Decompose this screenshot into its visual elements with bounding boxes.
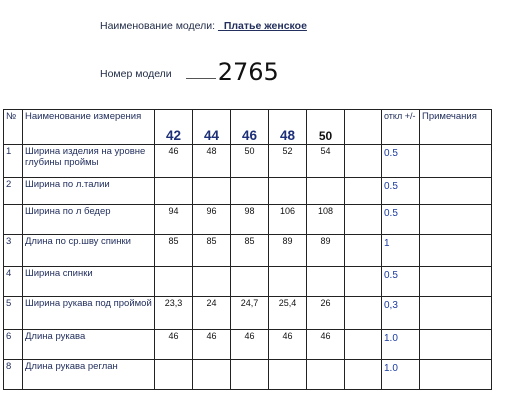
row-value-48 xyxy=(269,360,307,390)
row-value-46 xyxy=(231,178,269,205)
row-number: 2 xyxy=(4,178,23,205)
row-value-42: 94 xyxy=(155,205,193,235)
model-name-value: _Платье женское xyxy=(217,20,307,32)
measurement-table xyxy=(3,109,492,390)
row-deviation: 1 xyxy=(382,235,420,267)
row-empty xyxy=(345,267,382,297)
row-measurement-name: Ширина изделия на уровне глубины проймы xyxy=(23,145,155,178)
row-value-48 xyxy=(269,267,307,297)
row-measurement-name: Длина рукава реглан xyxy=(23,360,155,390)
row-notes xyxy=(420,145,492,178)
row-value-42: 46 xyxy=(155,330,193,360)
row-number: 6 xyxy=(4,330,23,360)
row-value-50 xyxy=(307,178,345,205)
row-value-42 xyxy=(155,360,193,390)
row-measurement-name: Длина по ср.шву спинки xyxy=(23,235,155,267)
header-size-42: 42 xyxy=(155,110,193,145)
row-number: 3 xyxy=(4,235,23,267)
row-value-50: 89 xyxy=(307,235,345,267)
model-number-line xyxy=(100,56,279,86)
row-deviation: 0.5 xyxy=(382,145,420,178)
header-deviation: откл +/- xyxy=(382,110,420,145)
row-value-48: 46 xyxy=(269,330,307,360)
table-row xyxy=(4,205,492,235)
row-measurement-name: Ширина по л.талии xyxy=(23,178,155,205)
row-notes xyxy=(420,205,492,235)
row-deviation: 1.0 xyxy=(382,360,420,390)
row-deviation: 0.5 xyxy=(382,178,420,205)
row-value-50: 108 xyxy=(307,205,345,235)
model-name-label: Наименование модели: xyxy=(100,20,216,32)
header-size-50: 50 xyxy=(307,110,345,145)
table-row xyxy=(4,145,492,178)
row-value-42 xyxy=(155,267,193,297)
table-row xyxy=(4,360,492,390)
row-value-48: 106 xyxy=(269,205,307,235)
header-num: № xyxy=(4,110,23,145)
row-value-46: 50 xyxy=(231,145,269,178)
row-empty xyxy=(345,178,382,205)
model-number-blank xyxy=(186,78,216,79)
row-empty xyxy=(345,360,382,390)
row-value-50 xyxy=(307,360,345,390)
row-empty xyxy=(345,205,382,235)
row-value-48: 52 xyxy=(269,145,307,178)
row-value-48 xyxy=(269,178,307,205)
row-value-44: 96 xyxy=(193,205,231,235)
row-notes xyxy=(420,235,492,267)
row-value-46: 46 xyxy=(231,330,269,360)
row-value-44 xyxy=(193,178,231,205)
row-value-44: 48 xyxy=(193,145,231,178)
row-value-46: 24,7 xyxy=(231,297,269,330)
row-measurement-name: Ширина спинки xyxy=(23,267,155,297)
row-value-42: 23,3 xyxy=(155,297,193,330)
row-value-44 xyxy=(193,267,231,297)
row-value-46 xyxy=(231,360,269,390)
row-measurement-name: Ширина по л бедер xyxy=(23,205,155,235)
row-notes xyxy=(420,178,492,205)
row-notes xyxy=(420,360,492,390)
row-value-46: 85 xyxy=(231,235,269,267)
row-value-42: 85 xyxy=(155,235,193,267)
row-measurement-name: Ширина рукава под проймой xyxy=(23,297,155,330)
row-deviation: 0,3 xyxy=(382,297,420,330)
row-value-42 xyxy=(155,178,193,205)
row-empty xyxy=(345,145,382,178)
row-value-50: 54 xyxy=(307,145,345,178)
table-row xyxy=(4,178,492,205)
table-header-row xyxy=(4,110,492,145)
model-number-value: 2765 xyxy=(217,58,279,86)
row-value-48: 25,4 xyxy=(269,297,307,330)
row-value-46 xyxy=(231,267,269,297)
row-empty xyxy=(345,330,382,360)
row-notes xyxy=(420,297,492,330)
header-size-44: 44 xyxy=(193,110,231,145)
row-empty xyxy=(345,235,382,267)
row-value-50: 46 xyxy=(307,330,345,360)
row-number: 4 xyxy=(4,267,23,297)
table-row xyxy=(4,330,492,360)
row-number: 1 xyxy=(4,145,23,178)
header-empty xyxy=(345,110,382,145)
row-value-44 xyxy=(193,360,231,390)
row-deviation: 0.5 xyxy=(382,205,420,235)
table-row xyxy=(4,235,492,267)
row-deviation: 0.5 xyxy=(382,267,420,297)
row-measurement-name: Длина рукава xyxy=(23,330,155,360)
row-value-50 xyxy=(307,267,345,297)
row-value-42: 46 xyxy=(155,145,193,178)
row-value-50: 26 xyxy=(307,297,345,330)
row-deviation: 1.0 xyxy=(382,330,420,360)
header-size-46: 46 xyxy=(231,110,269,145)
row-number: 5 xyxy=(4,297,23,330)
header-size-48: 48 xyxy=(269,110,307,145)
row-value-46: 98 xyxy=(231,205,269,235)
table-row xyxy=(4,297,492,330)
header-name: Наименование измерения xyxy=(23,110,155,145)
row-value-44: 46 xyxy=(193,330,231,360)
row-number xyxy=(4,205,23,235)
row-value-44: 24 xyxy=(193,297,231,330)
row-value-48: 89 xyxy=(269,235,307,267)
header-notes: Примечания xyxy=(420,110,492,145)
model-name-line xyxy=(100,20,307,32)
table-row xyxy=(4,267,492,297)
row-notes xyxy=(420,330,492,360)
row-number: 8 xyxy=(4,360,23,390)
model-number-label: Номер модели xyxy=(100,68,172,80)
row-value-44: 85 xyxy=(193,235,231,267)
row-notes xyxy=(420,267,492,297)
row-empty xyxy=(345,297,382,330)
